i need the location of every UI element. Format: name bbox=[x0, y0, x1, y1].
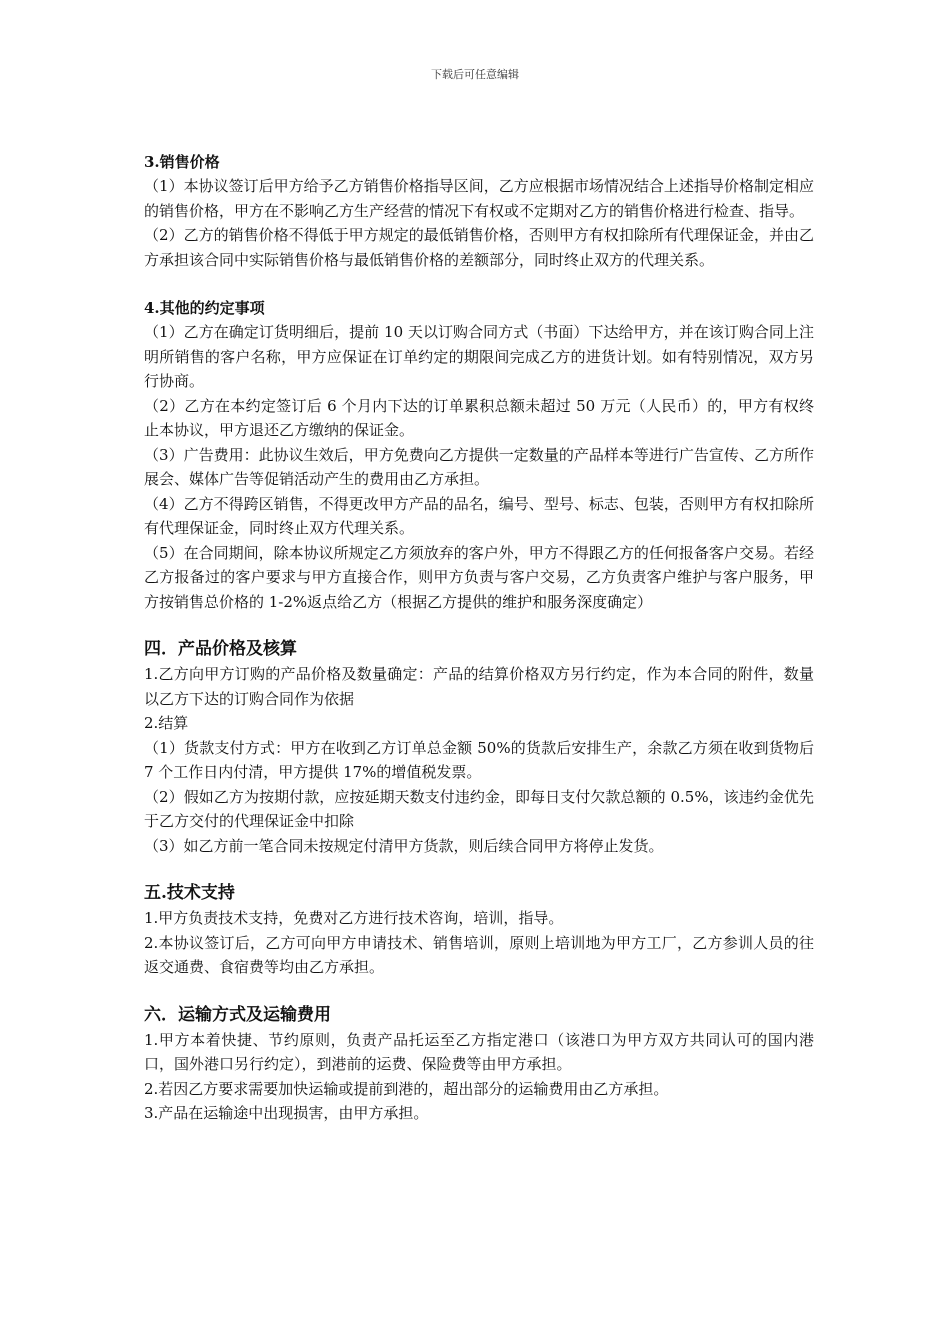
spacer bbox=[144, 980, 814, 1002]
section-v-heading: 五.技术支持 bbox=[144, 883, 235, 903]
section-iv-paragraph-2: 2.结算 bbox=[144, 714, 189, 732]
section-v-paragraph-2: 2.本协议签订后，乙方可向甲方申请技术、销售培训，原则上培训地为甲方工厂，乙方参训人员的往返交通费、食宿费等均由乙方承担。 bbox=[144, 933, 814, 976]
section-4-paragraph-1: （1）乙方在确定订货明细后，提前 10 天以订购合同方式（书面）下达给甲方，并在该订购合同上注明所销售的客户名称，甲方应保证在订单约定的期限间完成乙方的进货计划。如有特别情况，双方另行协商。 bbox=[144, 323, 814, 390]
section-vi-paragraph-2: 2.若因乙方要求需要加快运输或提前到港的，超出部分的运输费用由乙方承担。 bbox=[144, 1079, 669, 1098]
section-3-paragraph-2: （2）乙方的销售价格不得低于甲方规定的最低销售价格，否则甲方有权扣除所有代理保证金，并由乙方承担该合同中实际销售价格与最低销售价格的差额部分，同时终止双方的代理关系。 bbox=[144, 226, 814, 269]
section-v-paragraph-1: 1.甲方负责技术支持，免费对乙方进行技术咨询，培训，指导。 bbox=[144, 909, 564, 927]
document-body bbox=[144, 150, 814, 1126]
section-iv-paragraph-4: （2）假如乙方为按期付款，应按延期天数支付违约金，即每日支付欠款总额的 0.5%，该违约金优先于乙方交付的代理保证金中扣除 bbox=[144, 787, 814, 830]
section-3-heading: 3.销售价格 bbox=[144, 153, 220, 171]
section-4-paragraph-4: （4）乙方不得跨区销售，不得更改甲方产品的品名，编号、型号、标志、包装，否则甲方有权扣除所有代理保证金，同时终止双方代理关系。 bbox=[144, 494, 814, 537]
spacer bbox=[144, 858, 814, 880]
section-iv-heading: 四．产品价格及核算 bbox=[144, 639, 297, 659]
section-4-paragraph-2: （2）乙方在本约定签订后 6 个月内下达的订单累积总额未超过 50 万元（人民币）的，甲方有权终止本协议，甲方退还乙方缴纳的保证金。 bbox=[144, 396, 814, 439]
spacer bbox=[144, 614, 814, 636]
section-3-paragraph-1: （1）本协议签订后甲方给予乙方销售价格指导区间，乙方应根据市场情况结合上述指导价格制定相应的销售价格，甲方在不影响乙方生产经营的情况下有权或不定期对乙方的销售价格进行检查、指导。 bbox=[144, 177, 814, 220]
section-iv-paragraph-1: 1.乙方向甲方订购的产品价格及数量确定：产品的结算价格双方另行约定，作为本合同的附件，数量以乙方下达的订购合同作为依据 bbox=[144, 665, 814, 708]
section-4-paragraph-3: （3）广告费用：此协议生效后，甲方免费向乙方提供一定数量的产品样本等进行广告宣传、乙方所作展会、媒体广告等促销活动产生的费用由乙方承担。 bbox=[144, 445, 814, 488]
section-4-heading: 4.其他的约定事项 bbox=[144, 299, 265, 317]
spacer bbox=[144, 272, 814, 296]
section-vi-paragraph-3: 3.产品在运输途中出现损害，由甲方承担。 bbox=[144, 1104, 429, 1122]
page-header: 下载后可任意编辑 bbox=[431, 68, 519, 81]
section-iv-paragraph-5: （3）如乙方前一笔合同未按规定付清甲方货款，则后续合同甲方将停止发货。 bbox=[144, 836, 664, 855]
section-4-paragraph-5: （5）在合同期间，除本协议所规定乙方须放弃的客户外，甲方不得跟乙方的任何报备客户交易。若经乙方报备过的客户要求与甲方直接合作，则甲方负责与客户交易，乙方负责客户维护与客户服务，甲方按销售总价格的 1-2%返点给乙方（根据乙方提供的维护和服务深度确定） bbox=[144, 543, 814, 611]
section-vi-paragraph-1: 1.甲方本着快捷、节约原则，负责产品托运至乙方指定港口（该港口为甲方双方共同认可的国内港口，国外港口另行约定），到港前的运费、保险费等由甲方承担。 bbox=[144, 1030, 814, 1073]
section-iv-paragraph-3: （1）货款支付方式：甲方在收到乙方订单总金额 50%的货款后安排生产，余款乙方须在收到货物后 7 个工作日内付清，甲方提供 17%的增值税发票。 bbox=[144, 738, 814, 781]
section-vi-heading: 六．运输方式及运输费用 bbox=[144, 1004, 331, 1025]
